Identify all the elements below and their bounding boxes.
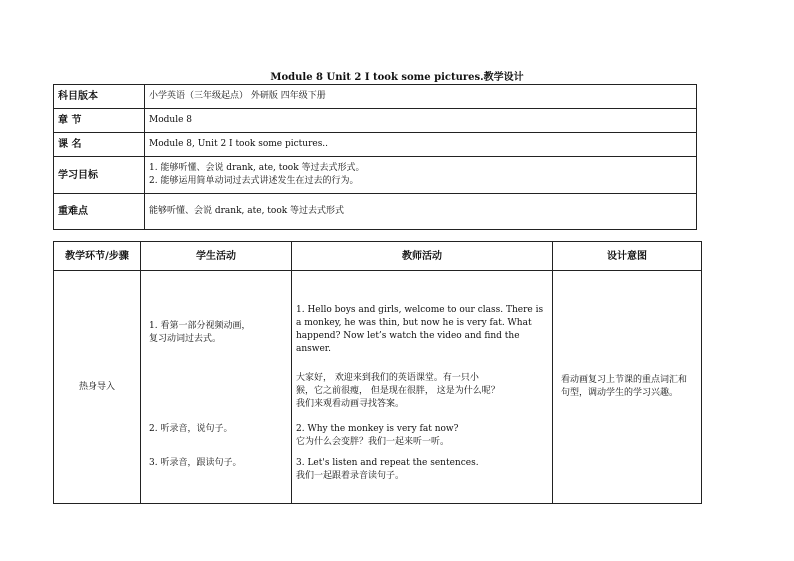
student-step: 2. 听录音，说句子。 — [149, 424, 233, 434]
info-label: 科目版本 — [54, 85, 145, 109]
stage-cell: 热身导入 — [54, 271, 141, 504]
document-title: Module 8 Unit 2 I took some pictures.教学设计 — [270, 72, 524, 83]
student-step: 1. 看第一部分视频动画， 复习动词过去式。 — [149, 321, 251, 344]
header-stage: 教学环节/步骤 — [54, 242, 141, 271]
info-label: 学习目标 — [54, 157, 145, 194]
teacher-activity-cell — [292, 271, 553, 504]
info-value: 1. 能够听懂、会说 drank, ate, took 等过去式形式。 2. 能够运用简单动词过去式讲述发生在过去的行为。 — [145, 157, 697, 194]
activity-table — [53, 241, 702, 504]
info-label: 重难点 — [54, 194, 145, 230]
info-value: Module 8 — [145, 109, 697, 133]
teacher-step: 1. Hello boys and girls, welcome to our class. There is a monkey, he was thin, but now he is very fat. What happend? Now let’s watch the video and find the answer. — [296, 305, 544, 354]
design-intent-cell: 看动画复习上节课的重点词汇和句型，调动学生的学习兴趣。 — [553, 271, 702, 504]
header-teacher: 教师活动 — [292, 242, 553, 271]
teacher-step: 3. Let's listen and repeat the sentences. 我们一起跟着录音读句子。 — [296, 458, 479, 481]
info-row-subject — [54, 85, 697, 109]
course-info-table — [53, 84, 697, 230]
teacher-step: 大家好， 欢迎来到我们的英语课堂。有一只小 猴，它之前很瘦， 但是现在很胖， 这是为什么呢？ 我们来观看动画寻找答案。 — [296, 373, 500, 409]
info-row-key-points — [54, 194, 697, 230]
student-step: 3. 听录音，跟读句子。 — [149, 458, 242, 468]
teacher-step: 2. Why the monkey is very fat now? 它为什么会变胖？我们一起来听一听。 — [296, 424, 459, 447]
info-row-chapter — [54, 109, 697, 133]
info-value: 小学英语（三年级起点） 外研版 四年级下册 — [145, 85, 697, 109]
info-value: 能够听懂、会说 drank, ate, took 等过去式形式 — [145, 194, 697, 230]
activity-row — [54, 271, 702, 504]
info-row-lesson — [54, 133, 697, 157]
info-value: Module 8, Unit 2 I took some pictures.. — [145, 133, 697, 157]
activity-header-row — [54, 242, 702, 271]
info-row-objectives — [54, 157, 697, 194]
header-student: 学生活动 — [141, 242, 292, 271]
info-label: 章 节 — [54, 109, 145, 133]
info-label: 课 名 — [54, 133, 145, 157]
header-intent: 设计意图 — [553, 242, 702, 271]
student-activity-cell — [141, 271, 292, 504]
